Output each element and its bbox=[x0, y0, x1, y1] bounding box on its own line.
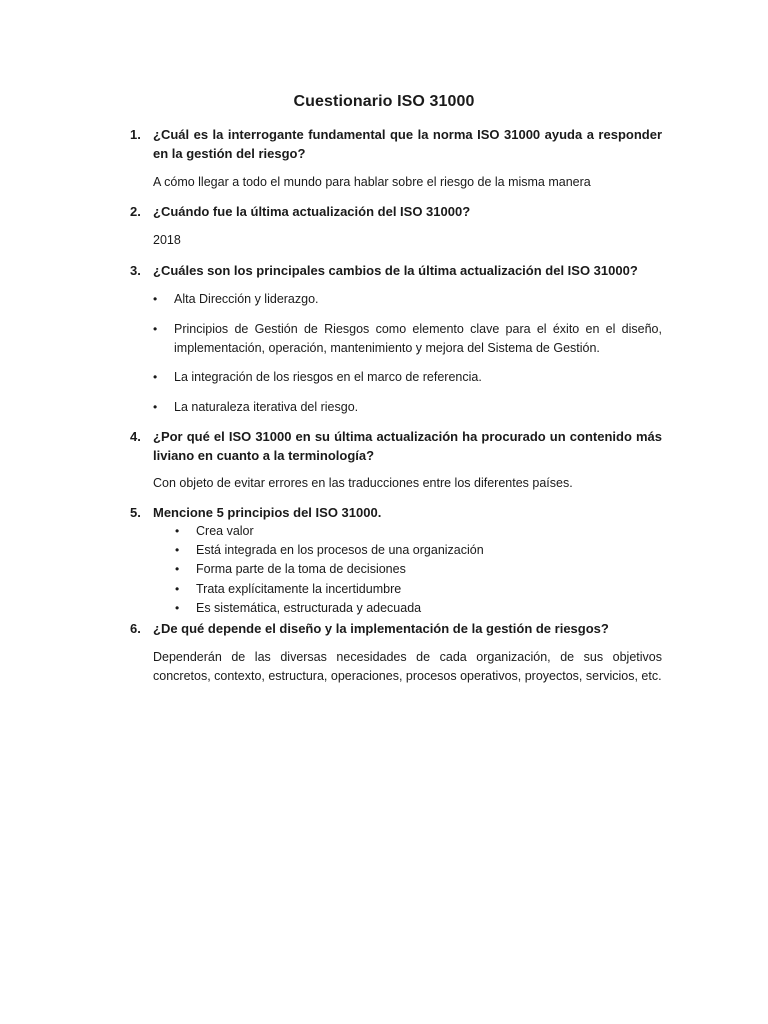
question-5 bbox=[130, 503, 662, 522]
answer-1: A cómo llegar a todo el mundo para hablar sobre el riesgo de la misma manera bbox=[153, 175, 591, 189]
list-item-text: La naturaleza iterativa del riesgo. bbox=[174, 400, 359, 414]
list-item bbox=[175, 580, 662, 599]
bullet-icon: • bbox=[175, 543, 180, 557]
question-text: ¿Cuándo fue la última actualización del ISO 31000? bbox=[153, 204, 471, 219]
bullet-icon: • bbox=[175, 562, 180, 576]
list-item bbox=[175, 522, 662, 541]
page-title: Cuestionario ISO 31000 bbox=[293, 93, 475, 110]
question-number: 1. bbox=[130, 127, 141, 142]
list-item-text: La integración de los riesgos en el marco de referencia. bbox=[174, 370, 482, 384]
question-1 bbox=[130, 125, 662, 163]
question-4 bbox=[130, 427, 662, 465]
list-item-text: Principios de Gestión de Riesgos como elemento clave para el éxito en el diseño, implementación, operación, mantenimiento y mejora del Sistema de Gestión. bbox=[174, 322, 662, 355]
question-text: Mencione 5 principios del ISO 31000. bbox=[153, 505, 382, 520]
list-item bbox=[153, 368, 662, 387]
list-item-text: Forma parte de la toma de decisiones bbox=[196, 562, 406, 576]
question-number: 3. bbox=[130, 263, 141, 278]
question-text: ¿De qué depende el diseño y la implementación de la gestión de riesgos? bbox=[153, 621, 609, 636]
list-item-text: Trata explícitamente la incertidumbre bbox=[196, 582, 402, 596]
list-item-text: Es sistemática, estructurada y adecuada bbox=[196, 601, 422, 615]
answer-4: Con objeto de evitar errores en las traducciones entre los diferentes países. bbox=[153, 476, 573, 490]
question-number: 5. bbox=[130, 505, 141, 520]
list-item-text: Está integrada en los procesos de una organización bbox=[196, 543, 484, 557]
question-number: 2. bbox=[130, 204, 141, 219]
list-item-text: Alta Dirección y liderazgo. bbox=[174, 292, 319, 306]
bullet-icon: • bbox=[153, 322, 158, 336]
list-item bbox=[153, 290, 662, 309]
bullet-icon: • bbox=[153, 292, 158, 306]
question-2 bbox=[130, 202, 662, 221]
list-item-text: Crea valor bbox=[196, 524, 254, 538]
question-3 bbox=[130, 261, 662, 280]
question-text: ¿Cuáles son los principales cambios de la última actualización del ISO 31000? bbox=[153, 263, 638, 278]
answer-2: 2018 bbox=[153, 233, 181, 247]
question-text: ¿Por qué el ISO 31000 en su última actualización ha procurado un contenido más liviano en cuanto a la terminología? bbox=[153, 429, 662, 463]
bullet-icon: • bbox=[175, 601, 180, 615]
list-item bbox=[153, 320, 662, 358]
question-number: 6. bbox=[130, 621, 141, 636]
list-item bbox=[175, 599, 662, 618]
question-text: ¿Cuál es la interrogante fundamental que la norma ISO 31000 ayuda a responder en la gestión del riesgo? bbox=[153, 127, 662, 161]
question-6 bbox=[130, 619, 662, 638]
bullet-icon: • bbox=[175, 524, 180, 538]
list-item bbox=[175, 560, 662, 579]
bullet-icon: • bbox=[153, 370, 158, 384]
question-number: 4. bbox=[130, 429, 141, 444]
answer-6: Dependerán de las diversas necesidades de cada organización, de sus objetivos concretos, contexto, estructura, operaciones, procesos operativos, proyectos, servicios, etc. bbox=[153, 650, 662, 683]
bullet-icon: • bbox=[175, 582, 180, 596]
list-item bbox=[175, 541, 662, 560]
bullet-icon: • bbox=[153, 400, 158, 414]
list-item bbox=[153, 398, 662, 417]
